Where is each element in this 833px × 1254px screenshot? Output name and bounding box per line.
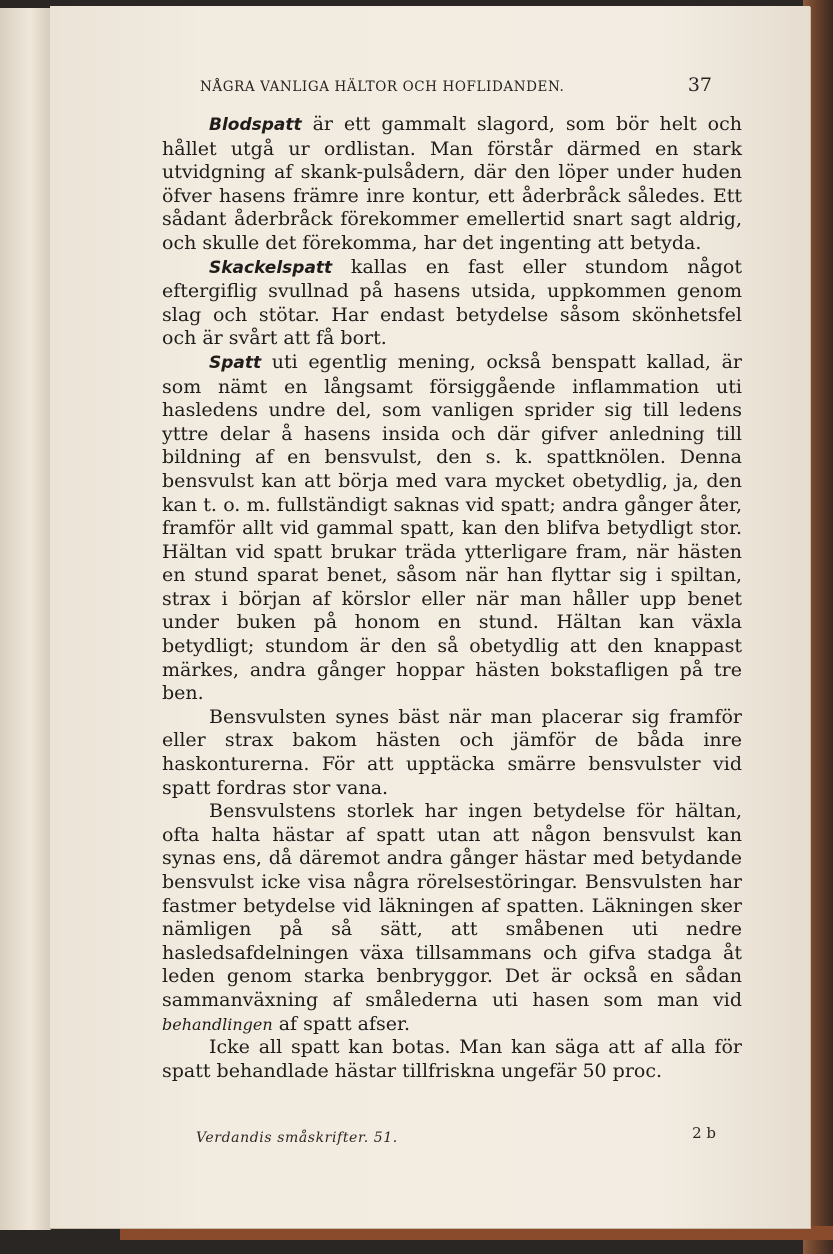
book-cover-bottom [120,1226,833,1240]
paragraph-text: är ett gammalt slagord, som bör helt och hållet utgå ur ordlistan. Man förstår därmed en stark utvidgning af skank-pulsådern, där den löper under huden öfver hasens främre inre kontur, ett åderbråck således. Ett sådant åderbråck förekommer emellertid snart sagt aldrig, och skulle det förekomma, har det ingenting att betyda. [162,113,742,254]
term-blodspatt: Blodspatt [209,115,302,135]
paragraph-skackelspatt [162,256,742,351]
running-header [200,74,712,96]
paragraph-bensvulsten [162,706,742,800]
body-text [162,113,742,1083]
paragraph-icke-all-spatt [162,1036,742,1083]
paragraph-text: Bensvulsten synes bäst när man placerar sig framför eller strax bakom hästen och jämför de båda inre haskonturerna. För att upptäcka smärre bensvulster vid spatt fordras stor vana. [162,705,742,799]
signature-mark: 2 b [692,1124,716,1142]
term-skackelspatt: Skackelspatt [209,257,333,278]
paragraph-text: uti egentlig mening, också benspatt kallad, är som nämt en långsamt försiggående inflammation uti hasledens undre del, som vanligen sprider sig till ledens yttre delar å hasens insida och där gifver anledning till bildning af en bensvulst, den s. k. spattknölen. Denna bensvulst kan att börja med vara mycket obetydlig, ja, den kan t. o. m. fullständigt saknas vid spatt; andra gånger åter, framför allt vid gammal spatt, kan den blifva betydligt stor. Hältan vid spatt brukar träda ytterligare fram, när hästen en stund sparat benet, såsom när han flyttar sig i spiltan, strax i början af körslor eller när man håller upp benet under buken på honom en stund. Hältan kan växla betydligt; stundom är den så obetydlig att den knappast märkes, andra gånger hoppar hästen bokstafligen på tre ben. [162,350,742,705]
paragraph-text: Icke all spatt kan botas. Man kan säga att af alla för spatt behandlade hästar tillfriskna ungefär 50 proc. [162,1036,742,1082]
book-page [50,6,810,1228]
paragraph-text: kallas en fast eller stundom något eftergiflig svullnad på hasens utsida, uppkommen genom slag och stötar. Har endast betydelse såsom skönhetsfel och är svårt att få bort. [162,255,742,350]
italic-word-behandlingen: behandlingen [162,1014,273,1034]
paragraph-text: af spatt afser. [272,1012,411,1035]
term-spatt: Spatt [209,352,262,373]
page-number: 37 [687,74,712,96]
paragraph-spatt [162,351,742,706]
previous-page-edge [0,8,51,1230]
paragraph-blodspatt [162,113,742,256]
footer-signature: Verdandis småskrifter. 51. [196,1130,398,1146]
running-title: NÅGRA VANLIGA HÄLTOR OCH HOFLIDANDEN. [200,79,565,95]
paragraph-text: Bensvulstens storlek har ingen betydelse för hältan, ofta halta hästar af spatt utan att någon bensvulst kan synas ens, då däremot andra gånger hästar med betydande bensvulst icke visa några rörelsestöringar. Bensvulsten har fastmer betydelse vid läkningen af spatten. Läkningen sker nämligen på så sätt, att småbenen uti nedre hasledsafdelningen växa tillsammans och gifva stadga åt leden genom starka benbryggor. Det är också en sådan sammanväxning af smålederna uti hasen som man vid [162,800,742,1011]
paragraph-bensvulstens-storlek [162,800,742,1036]
